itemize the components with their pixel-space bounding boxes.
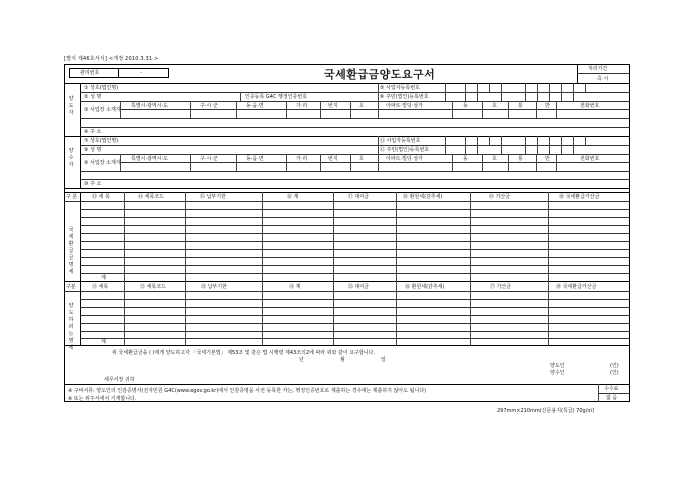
date-month: 월: [340, 357, 345, 363]
assignee-bizno-label: ⑪ 사업자등록번호: [380, 138, 421, 144]
assignee-addr-col-4: 가·리: [296, 156, 308, 162]
assignee-addr-col-1: 특별시·광역시·도: [131, 156, 168, 162]
table2-header-0: 구분: [66, 284, 76, 290]
assignee-addr-col-5: 번지: [328, 156, 338, 162]
assignee-addr-col-7: 아파트·빌딩·상가: [386, 156, 423, 162]
assignor-rep-label: ② 성 명: [84, 94, 102, 100]
table1-header-1: ⑬ 세 목: [92, 194, 110, 200]
assignee-address-label: ⑨ 사업장 소재지: [84, 160, 121, 166]
assignor-cert-label: 인증등록 G4C 행정인증번호: [245, 94, 308, 100]
fee-value: 없 음: [606, 395, 618, 401]
assignee-rep-label: ⑧ 성 명: [84, 147, 102, 153]
table2-total-label: 계: [101, 339, 106, 345]
table2-header-3: ㉓ 납부기한: [201, 284, 227, 290]
assignor-home-label: ④ 주 소: [84, 129, 102, 135]
assignee-seal[interactable]: (인): [610, 370, 619, 376]
table1-section-label: 국세환급금명세: [68, 227, 74, 275]
date-day: 일: [381, 357, 386, 363]
date-year: 년: [299, 357, 304, 363]
table1-header-4: ⑯ 계: [287, 194, 299, 200]
table1-header-0: 구 분: [66, 194, 78, 200]
table2-section-label: 양도하려는 명세: [68, 303, 74, 351]
assignor-signer-label: 양도인: [550, 363, 565, 369]
table1-header-3: ⑮ 납부기한: [200, 194, 226, 200]
assignee-addr-col-3: 동·읍·면: [246, 156, 264, 162]
assignor-side-label: 양도자: [68, 96, 74, 116]
processing-period-label: 처리기간: [588, 66, 608, 72]
assignee-home-label: ⑩ 주 소: [84, 181, 102, 187]
assignee-addr-col-2: 구·시·군: [200, 156, 218, 162]
assignor-addr-col-3: 동·읍·면: [246, 103, 264, 109]
assignee-signer-label: 양수인: [550, 370, 565, 376]
table2-header-5: ㉕ 대여금: [348, 284, 370, 290]
assignor-resno-label: ⑥ 주민(법인)등록번호: [380, 94, 429, 100]
assignor-addr-col-8: 동: [463, 103, 468, 109]
table2-header-1: ㉑ 세목: [92, 284, 109, 290]
assignor-addr-col-10: 통: [518, 103, 523, 109]
assignor-addr-col-2: 구·시·군: [200, 103, 218, 109]
assignor-seal[interactable]: (인): [610, 363, 619, 369]
assignor-addr-col-1: 특별시·광역시·도: [131, 103, 168, 109]
processing-period-value: 즉 시: [597, 76, 609, 82]
management-number-value[interactable]: -: [140, 70, 142, 76]
assignor-addr-col-12: 전화번호: [580, 103, 600, 109]
assignee-addr-col-11: 반: [545, 156, 550, 162]
paper-size: 297mm×210mm(신문용지(특급) 70g/㎡): [497, 408, 595, 414]
table1-total-label: 계: [101, 275, 106, 281]
assignor-addr-col-9: 호: [492, 103, 497, 109]
table2-header-2: ㉒ 세목코드: [140, 284, 166, 290]
assignor-addr-col-7: 아파트·빌딩·상가: [386, 103, 423, 109]
assignor-addr-col-6: 호: [359, 103, 364, 109]
assignee-addr-col-9: 호: [492, 156, 497, 162]
assignor-name-label: ① 상호(법인명): [84, 85, 119, 91]
table2-header-6: ㉖ 환원세(감추세): [405, 284, 445, 290]
note-1: ※ 구비서류: 양도인의 인감증명서(전자민원 G4C(www.egov.go.kr)에서 인감증명을 사전 등록한 자는, 행정인증번호로 제출하는 경우에는 제출하지 않아도 됩니다): [68, 388, 427, 394]
form-header-note: [별지 제46호서식] <개정 2010.3.31.>: [64, 56, 159, 62]
table2-header-4: ㉔ 계: [289, 284, 301, 290]
table1-header-2: ⑭ 세목코드: [138, 194, 164, 200]
table2-header-8: ㉘ 국세환급가산금: [556, 284, 597, 290]
assignee-addr-col-12: 전화번호: [580, 156, 600, 162]
form-title: 국세환급금양도요구서: [324, 68, 436, 81]
table1-header-7: ⑲ 가산금: [489, 194, 511, 200]
assignee-name-label: ⑦ 상호(법인명): [84, 138, 119, 144]
assignor-addr-col-5: 번지: [328, 103, 338, 109]
table2-header-7: ㉗ 가산금: [490, 284, 512, 290]
note-2: ※ 또는 위주서에서 기재합니다.: [68, 396, 137, 402]
addressee: 세무서장 귀하: [104, 377, 135, 383]
assignor-bizno-label: ⑤ 사업자등록번호: [380, 85, 420, 91]
assignee-addr-col-6: 호: [359, 156, 364, 162]
assignee-addr-col-8: 동: [463, 156, 468, 162]
assignee-resno-label: ⑫ 주민(법인)등록번호: [380, 147, 430, 153]
table1-header-5: ⑰ 대여금: [348, 194, 370, 200]
table1-header-8: ⑳ 국세환급가산금: [559, 194, 600, 200]
declaration-text: 위 국세환급금을 ( )에게 양도하고자 「국세기본법」 제53조 및 같은 법 시행령 제43조의2에 따라 위와 같이 요구합니다.: [112, 350, 375, 356]
fee-label: 수수료: [604, 386, 619, 392]
assignor-address-label: ③ 사업장 소재지: [84, 107, 121, 113]
assignee-side-label: 양수자: [68, 148, 74, 168]
table1-header-6: ⑱ 환원세(감추세): [403, 194, 443, 200]
assignor-addr-col-11: 반: [545, 103, 550, 109]
assignee-addr-col-10: 통: [518, 156, 523, 162]
assignor-addr-col-4: 가·리: [296, 103, 308, 109]
management-number-label: 관리번호: [80, 70, 100, 76]
